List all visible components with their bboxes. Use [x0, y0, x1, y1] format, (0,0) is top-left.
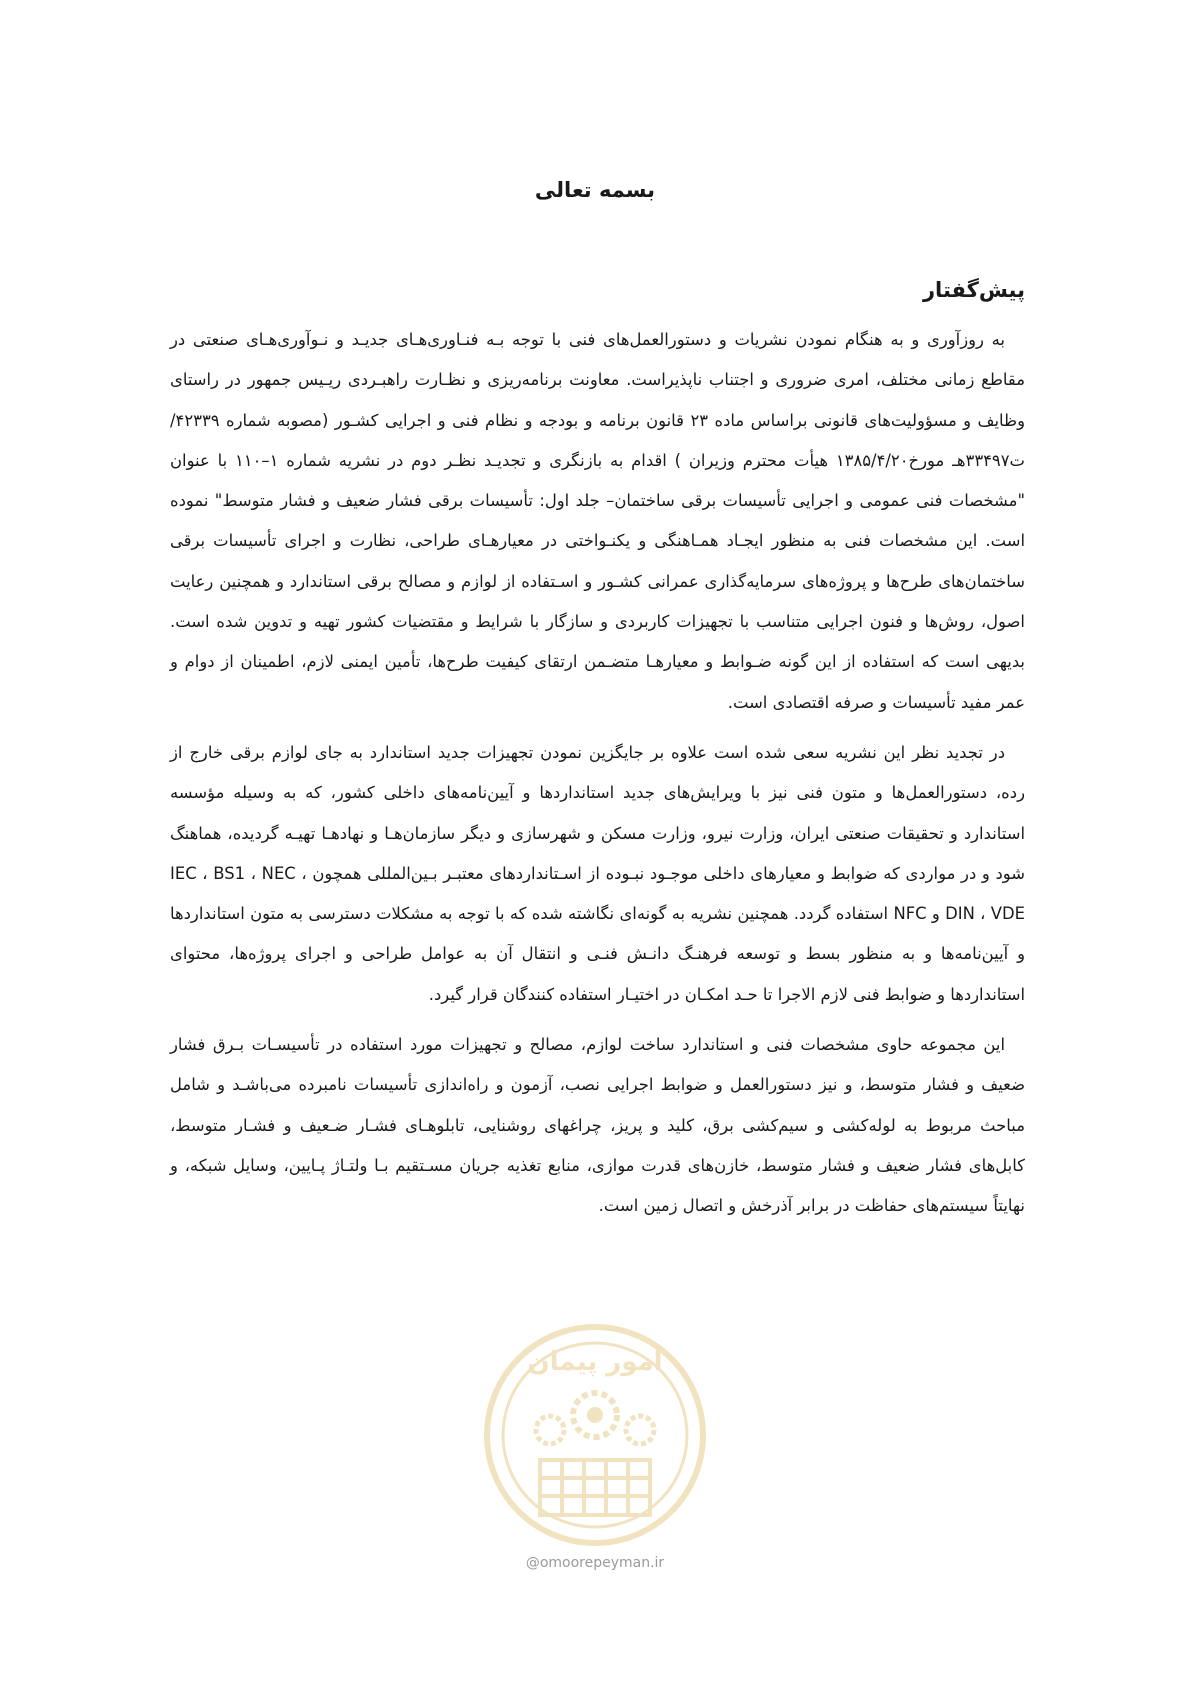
watermark-logo-text: امور پیمان — [527, 1347, 663, 1377]
watermark-logo — [480, 1320, 710, 1550]
watermark-url: @omoorepeyman.ir — [525, 1555, 665, 1571]
paragraph-3: این مجموعه حاوی مشخصات فنی و استاندارد ساخت لوازم، مصالح و تجهیزات مورد استفاده در تأسیسـات بـرق فشار ضعیف و فشار متوسط، و نیز دستورالعمل و ضوابط اجرایی نصب، آزمون و راه‌اندازی تأسیسات نامبرده می‌باشـد و شامل مباحث مربوط به لوله‌کشی و سیم‌کشی برق، کلید و پریز، چراغهای روشنایی، تابلوهـای فشـار ضـعیف و فشـار متوسط، کابل‌های فشار ضعیف و فشار متوسط، خازن‌های قدرت موازی، منابع تغذیه جریان مسـتقیم بـا ولتـاژ پـایین، وسایل شبکه، و نهایتاً سیستم‌های حفاظت در برابر آذرخش و اتصال زمین است. — [170, 1035, 1025, 1216]
paragraph-2: در تجدید نظر این نشریه سعی شده است علاوه بر جایگزین نمودن تجهیزات جدید استاندارد به جای لوازم برقی خارج از رده، دستورالعمل‌ها و متون فنی نیز با ویرایش‌های جدید استانداردها و آیین‌نامه‌های داخلی کشور، که به وسیله مؤسسه استاندارد و تحقیقات صنعتی ایران، وزارت نیرو، وزارت مسکن و شهرسازی و دیگر سازمان‌هـا و نهادهـا تهیـه گردیده، هماهنگ شود و در مواردی که ضوابط و معیارهای داخلی موجـود نبـوده از اسـتانداردهای معتبـر بـین‌المللی همچون IEC ، BS1 ، NEC ، DIN ، VDE و NFC استفاده گردد. همچنین نشریه به گونه‌ای نگاشته شده که با توجه به مشکلات دسترسی به متون استانداردها و آیین‌نامه‌ها و به منظور بسط و توسعه فرهنـگ دانـش فنـی و انتقال آن به عوامل طراحی و اجرای پروژه‌ها، محتوای استانداردها و ضوابط فنی لازم الاجرا تا حـد امکـان در اختیـار استفاده کنندگان قرار گیرد. — [170, 742, 1025, 1004]
body-text — [170, 320, 1025, 1237]
section-title: پیش‌گفتار — [922, 278, 1025, 302]
paragraph-1: به روزآوری و به هنگام نمودن نشریات و دستورالعمل‌های فنی با توجه بـه فنـاوری‌هـای جدیـد و نـوآوری‌هـای صنعتی در مقاطع زمانی مختلف، امری ضروری و اجتناب ناپذیراست. معاونت برنامه‌ریزی و نظـارت راهبـردی ریـیس جمهور در راستای وظایف و مسؤولیت‌های قانونی براساس ماده ۲۳ قانون برنامه و بودجه و نظام فنی و اجرایی کشـور (مصوبه شماره ۴۲۳۳۹/ت۳۳۴۹۷هـ مورخ۱۳۸۵/۴/۲۰ هیأت محترم وزیران ) اقدام به بازنگری و تجدیـد نظـر دوم در نشریه شماره ۱–۱۱۰ با عنوان "مشخصات فنی عمومی و اجرایی تأسیسات برقی ساختمان– جلد اول: تأسیسات برقی فشار ضعیف و فشار متوسط" نموده است. این مشخصات فنی به منظور ایجـاد همـاهنگی و یکنـواختی در معیارهـای طراحی، نظارت و اجرای تأسیسات برقی ساختمان‌های طرح‌ها و پروژه‌های سرمایه‌گذاری عمرانی کشـور و اسـتفاده از لوازم و مصالح برقی استاندارد و همچنین رعایت اصول، روش‌ها و فنون اجرایی متناسب با تجهیزات کاربردی و سازگار با شرایط و مقتضیات کشور تهیه و تدوین شده است. بدیهی است که استفاده از این گونه ضـوابط و معیارهـا متضـمن ارتقای کیفیت طرح‌ها، تأمین ایمنی لازم، اطمینان از دوام و عمر مفید تأسیسات و صرفه اقتصادی است. — [170, 330, 1025, 712]
bismillah-heading: بسمه تعالی — [534, 178, 656, 202]
